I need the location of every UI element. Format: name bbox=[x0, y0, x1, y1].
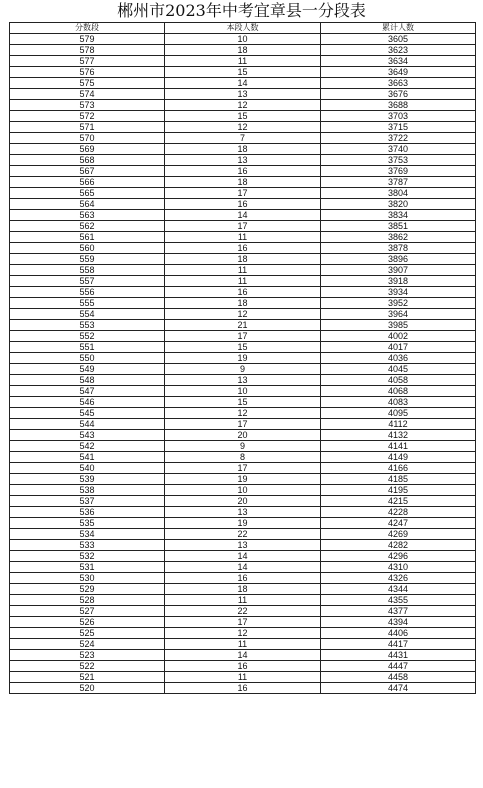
cumulative-count-cell: 3862 bbox=[321, 232, 476, 243]
score-cell: 573 bbox=[10, 100, 165, 111]
table-row bbox=[10, 408, 476, 419]
score-cell: 559 bbox=[10, 254, 165, 265]
segment-count-cell: 12 bbox=[165, 309, 321, 320]
score-cell: 522 bbox=[10, 661, 165, 672]
segment-count-cell: 16 bbox=[165, 199, 321, 210]
score-cell: 575 bbox=[10, 78, 165, 89]
segment-count-cell: 12 bbox=[165, 100, 321, 111]
score-cell: 551 bbox=[10, 342, 165, 353]
cumulative-count-cell: 4355 bbox=[321, 595, 476, 606]
cumulative-count-cell: 4068 bbox=[321, 386, 476, 397]
table-row bbox=[10, 221, 476, 232]
score-cell: 526 bbox=[10, 617, 165, 628]
segment-count-cell: 14 bbox=[165, 551, 321, 562]
score-cell: 544 bbox=[10, 419, 165, 430]
header-segment-count: 本段人数 bbox=[165, 23, 321, 34]
score-cell: 552 bbox=[10, 331, 165, 342]
cumulative-count-cell: 3834 bbox=[321, 210, 476, 221]
table-row bbox=[10, 78, 476, 89]
table-row bbox=[10, 562, 476, 573]
segment-count-cell: 15 bbox=[165, 342, 321, 353]
segment-count-cell: 14 bbox=[165, 78, 321, 89]
table-row bbox=[10, 584, 476, 595]
score-cell: 572 bbox=[10, 111, 165, 122]
table-row bbox=[10, 474, 476, 485]
table-row bbox=[10, 606, 476, 617]
cumulative-count-cell: 4095 bbox=[321, 408, 476, 419]
segment-count-cell: 12 bbox=[165, 122, 321, 133]
score-cell: 539 bbox=[10, 474, 165, 485]
score-cell: 527 bbox=[10, 606, 165, 617]
cumulative-count-cell: 3985 bbox=[321, 320, 476, 331]
segment-count-cell: 15 bbox=[165, 111, 321, 122]
table-row bbox=[10, 617, 476, 628]
table-row bbox=[10, 89, 476, 100]
cumulative-count-cell: 3740 bbox=[321, 144, 476, 155]
score-cell: 550 bbox=[10, 353, 165, 364]
score-cell: 549 bbox=[10, 364, 165, 375]
segment-count-cell: 21 bbox=[165, 320, 321, 331]
score-cell: 561 bbox=[10, 232, 165, 243]
cumulative-count-cell: 3878 bbox=[321, 243, 476, 254]
cumulative-count-cell: 3769 bbox=[321, 166, 476, 177]
cumulative-count-cell: 4474 bbox=[321, 683, 476, 694]
score-cell: 557 bbox=[10, 276, 165, 287]
segment-count-cell: 11 bbox=[165, 639, 321, 650]
segment-count-cell: 17 bbox=[165, 419, 321, 430]
segment-count-cell: 11 bbox=[165, 265, 321, 276]
score-cell: 566 bbox=[10, 177, 165, 188]
table-row bbox=[10, 419, 476, 430]
score-cell: 564 bbox=[10, 199, 165, 210]
score-distribution-table bbox=[9, 22, 476, 694]
table-row bbox=[10, 507, 476, 518]
table-row bbox=[10, 67, 476, 78]
table-row bbox=[10, 155, 476, 166]
cumulative-count-cell: 4447 bbox=[321, 661, 476, 672]
cumulative-count-cell: 4195 bbox=[321, 485, 476, 496]
score-cell: 558 bbox=[10, 265, 165, 276]
table-row bbox=[10, 309, 476, 320]
score-cell: 570 bbox=[10, 133, 165, 144]
segment-count-cell: 17 bbox=[165, 221, 321, 232]
table-row bbox=[10, 639, 476, 650]
cumulative-count-cell: 4247 bbox=[321, 518, 476, 529]
cumulative-count-cell: 4215 bbox=[321, 496, 476, 507]
cumulative-count-cell: 4282 bbox=[321, 540, 476, 551]
score-cell: 565 bbox=[10, 188, 165, 199]
segment-count-cell: 14 bbox=[165, 562, 321, 573]
segment-count-cell: 11 bbox=[165, 672, 321, 683]
table-row bbox=[10, 188, 476, 199]
score-cell: 524 bbox=[10, 639, 165, 650]
cumulative-count-cell: 4269 bbox=[321, 529, 476, 540]
score-cell: 555 bbox=[10, 298, 165, 309]
segment-count-cell: 17 bbox=[165, 617, 321, 628]
score-cell: 554 bbox=[10, 309, 165, 320]
cumulative-count-cell: 3964 bbox=[321, 309, 476, 320]
score-cell: 563 bbox=[10, 210, 165, 221]
cumulative-count-cell: 4326 bbox=[321, 573, 476, 584]
segment-count-cell: 16 bbox=[165, 573, 321, 584]
cumulative-count-cell: 4058 bbox=[321, 375, 476, 386]
cumulative-count-cell: 4132 bbox=[321, 430, 476, 441]
score-cell: 567 bbox=[10, 166, 165, 177]
cumulative-count-cell: 4344 bbox=[321, 584, 476, 595]
segment-count-cell: 19 bbox=[165, 474, 321, 485]
cumulative-count-cell: 4185 bbox=[321, 474, 476, 485]
page-title: 郴州市2023年中考宜章县一分段表 bbox=[117, 1, 366, 20]
cumulative-count-cell: 3715 bbox=[321, 122, 476, 133]
segment-count-cell: 19 bbox=[165, 518, 321, 529]
segment-count-cell: 17 bbox=[165, 188, 321, 199]
segment-count-cell: 8 bbox=[165, 452, 321, 463]
segment-count-cell: 16 bbox=[165, 683, 321, 694]
cumulative-count-cell: 4141 bbox=[321, 441, 476, 452]
score-cell: 540 bbox=[10, 463, 165, 474]
score-cell: 532 bbox=[10, 551, 165, 562]
score-cell: 536 bbox=[10, 507, 165, 518]
segment-count-cell: 14 bbox=[165, 210, 321, 221]
cumulative-count-cell: 3820 bbox=[321, 199, 476, 210]
cumulative-count-cell: 4083 bbox=[321, 397, 476, 408]
cumulative-count-cell: 3934 bbox=[321, 287, 476, 298]
cumulative-count-cell: 4377 bbox=[321, 606, 476, 617]
score-cell: 538 bbox=[10, 485, 165, 496]
segment-count-cell: 11 bbox=[165, 56, 321, 67]
cumulative-count-cell: 3703 bbox=[321, 111, 476, 122]
table-row bbox=[10, 342, 476, 353]
score-cell: 523 bbox=[10, 650, 165, 661]
table-row bbox=[10, 551, 476, 562]
cumulative-count-cell: 3918 bbox=[321, 276, 476, 287]
table-row bbox=[10, 320, 476, 331]
segment-count-cell: 13 bbox=[165, 375, 321, 386]
cumulative-count-cell: 4296 bbox=[321, 551, 476, 562]
score-cell: 579 bbox=[10, 34, 165, 45]
segment-count-cell: 17 bbox=[165, 463, 321, 474]
score-cell: 541 bbox=[10, 452, 165, 463]
table-row bbox=[10, 177, 476, 188]
score-cell: 556 bbox=[10, 287, 165, 298]
table-row bbox=[10, 331, 476, 342]
score-cell: 528 bbox=[10, 595, 165, 606]
table-row bbox=[10, 518, 476, 529]
cumulative-count-cell: 4310 bbox=[321, 562, 476, 573]
segment-count-cell: 9 bbox=[165, 364, 321, 375]
segment-count-cell: 18 bbox=[165, 584, 321, 595]
table-row bbox=[10, 133, 476, 144]
cumulative-count-cell: 4002 bbox=[321, 331, 476, 342]
table-row bbox=[10, 672, 476, 683]
table-row bbox=[10, 650, 476, 661]
score-cell: 553 bbox=[10, 320, 165, 331]
cumulative-count-cell: 3623 bbox=[321, 45, 476, 56]
segment-count-cell: 17 bbox=[165, 331, 321, 342]
table-row bbox=[10, 265, 476, 276]
segment-count-cell: 7 bbox=[165, 133, 321, 144]
score-cell: 548 bbox=[10, 375, 165, 386]
segment-count-cell: 16 bbox=[165, 166, 321, 177]
segment-count-cell: 22 bbox=[165, 606, 321, 617]
table-row bbox=[10, 254, 476, 265]
score-cell: 534 bbox=[10, 529, 165, 540]
segment-count-cell: 13 bbox=[165, 155, 321, 166]
score-cell: 530 bbox=[10, 573, 165, 584]
table-row bbox=[10, 56, 476, 67]
segment-count-cell: 11 bbox=[165, 232, 321, 243]
score-cell: 525 bbox=[10, 628, 165, 639]
segment-count-cell: 10 bbox=[165, 34, 321, 45]
cumulative-count-cell: 3722 bbox=[321, 133, 476, 144]
table-row bbox=[10, 45, 476, 56]
cumulative-count-cell: 3896 bbox=[321, 254, 476, 265]
segment-count-cell: 18 bbox=[165, 144, 321, 155]
table-row bbox=[10, 276, 476, 287]
cumulative-count-cell: 3634 bbox=[321, 56, 476, 67]
table-row bbox=[10, 397, 476, 408]
table-row bbox=[10, 298, 476, 309]
score-cell: 577 bbox=[10, 56, 165, 67]
segment-count-cell: 14 bbox=[165, 650, 321, 661]
segment-count-cell: 15 bbox=[165, 67, 321, 78]
segment-count-cell: 10 bbox=[165, 386, 321, 397]
segment-count-cell: 16 bbox=[165, 661, 321, 672]
cumulative-count-cell: 4458 bbox=[321, 672, 476, 683]
cumulative-count-cell: 3907 bbox=[321, 265, 476, 276]
segment-count-cell: 12 bbox=[165, 408, 321, 419]
segment-count-cell: 22 bbox=[165, 529, 321, 540]
table-row bbox=[10, 199, 476, 210]
cumulative-count-cell: 3804 bbox=[321, 188, 476, 199]
score-cell: 542 bbox=[10, 441, 165, 452]
cumulative-count-cell: 3787 bbox=[321, 177, 476, 188]
cumulative-count-cell: 4228 bbox=[321, 507, 476, 518]
cumulative-count-cell: 4036 bbox=[321, 353, 476, 364]
table-row bbox=[10, 210, 476, 221]
cumulative-count-cell: 4394 bbox=[321, 617, 476, 628]
table-row bbox=[10, 430, 476, 441]
cumulative-count-cell: 4149 bbox=[321, 452, 476, 463]
table-row bbox=[10, 441, 476, 452]
cumulative-count-cell: 3649 bbox=[321, 67, 476, 78]
score-cell: 547 bbox=[10, 386, 165, 397]
cumulative-count-cell: 3952 bbox=[321, 298, 476, 309]
cumulative-count-cell: 4045 bbox=[321, 364, 476, 375]
cumulative-count-cell: 3688 bbox=[321, 100, 476, 111]
table-row bbox=[10, 595, 476, 606]
header-row bbox=[10, 23, 476, 34]
table-row bbox=[10, 111, 476, 122]
table-row bbox=[10, 386, 476, 397]
cumulative-count-cell: 3605 bbox=[321, 34, 476, 45]
score-cell: 568 bbox=[10, 155, 165, 166]
table-row bbox=[10, 34, 476, 45]
cumulative-count-cell: 4417 bbox=[321, 639, 476, 650]
segment-count-cell: 13 bbox=[165, 540, 321, 551]
segment-count-cell: 9 bbox=[165, 441, 321, 452]
table-row bbox=[10, 353, 476, 364]
segment-count-cell: 18 bbox=[165, 177, 321, 188]
table-row bbox=[10, 122, 476, 133]
score-cell: 545 bbox=[10, 408, 165, 419]
table-row bbox=[10, 628, 476, 639]
score-cell: 546 bbox=[10, 397, 165, 408]
segment-count-cell: 10 bbox=[165, 485, 321, 496]
score-cell: 521 bbox=[10, 672, 165, 683]
segment-count-cell: 12 bbox=[165, 628, 321, 639]
table-row bbox=[10, 485, 476, 496]
table-row bbox=[10, 463, 476, 474]
segment-count-cell: 20 bbox=[165, 430, 321, 441]
segment-count-cell: 13 bbox=[165, 507, 321, 518]
segment-count-cell: 15 bbox=[165, 397, 321, 408]
header-cumulative-count: 累计人数 bbox=[321, 23, 476, 34]
cumulative-count-cell: 3663 bbox=[321, 78, 476, 89]
score-cell: 529 bbox=[10, 584, 165, 595]
cumulative-count-cell: 3753 bbox=[321, 155, 476, 166]
segment-count-cell: 18 bbox=[165, 254, 321, 265]
score-cell: 531 bbox=[10, 562, 165, 573]
segment-count-cell: 20 bbox=[165, 496, 321, 507]
score-cell: 535 bbox=[10, 518, 165, 529]
cumulative-count-cell: 3851 bbox=[321, 221, 476, 232]
score-cell: 543 bbox=[10, 430, 165, 441]
segment-count-cell: 18 bbox=[165, 298, 321, 309]
score-cell: 562 bbox=[10, 221, 165, 232]
table-row bbox=[10, 661, 476, 672]
segment-count-cell: 13 bbox=[165, 89, 321, 100]
segment-count-cell: 16 bbox=[165, 243, 321, 254]
table-row bbox=[10, 573, 476, 584]
score-cell: 560 bbox=[10, 243, 165, 254]
score-cell: 576 bbox=[10, 67, 165, 78]
table-row bbox=[10, 496, 476, 507]
cumulative-count-cell: 4166 bbox=[321, 463, 476, 474]
score-cell: 574 bbox=[10, 89, 165, 100]
table-row bbox=[10, 683, 476, 694]
cumulative-count-cell: 4406 bbox=[321, 628, 476, 639]
table-row bbox=[10, 100, 476, 111]
cumulative-count-cell: 3676 bbox=[321, 89, 476, 100]
table-row bbox=[10, 243, 476, 254]
score-cell: 578 bbox=[10, 45, 165, 56]
score-cell: 571 bbox=[10, 122, 165, 133]
table-row bbox=[10, 287, 476, 298]
score-cell: 569 bbox=[10, 144, 165, 155]
table-row bbox=[10, 144, 476, 155]
score-cell: 520 bbox=[10, 683, 165, 694]
score-cell: 537 bbox=[10, 496, 165, 507]
table-row bbox=[10, 364, 476, 375]
cumulative-count-cell: 4017 bbox=[321, 342, 476, 353]
table-row bbox=[10, 232, 476, 243]
segment-count-cell: 19 bbox=[165, 353, 321, 364]
segment-count-cell: 11 bbox=[165, 276, 321, 287]
table-row bbox=[10, 452, 476, 463]
segment-count-cell: 11 bbox=[165, 595, 321, 606]
table-row bbox=[10, 166, 476, 177]
cumulative-count-cell: 4431 bbox=[321, 650, 476, 661]
table-row bbox=[10, 375, 476, 386]
score-cell: 533 bbox=[10, 540, 165, 551]
segment-count-cell: 18 bbox=[165, 45, 321, 56]
header-score-range: 分数段 bbox=[10, 23, 165, 34]
cumulative-count-cell: 4112 bbox=[321, 419, 476, 430]
segment-count-cell: 16 bbox=[165, 287, 321, 298]
table-row bbox=[10, 540, 476, 551]
table-row bbox=[10, 529, 476, 540]
